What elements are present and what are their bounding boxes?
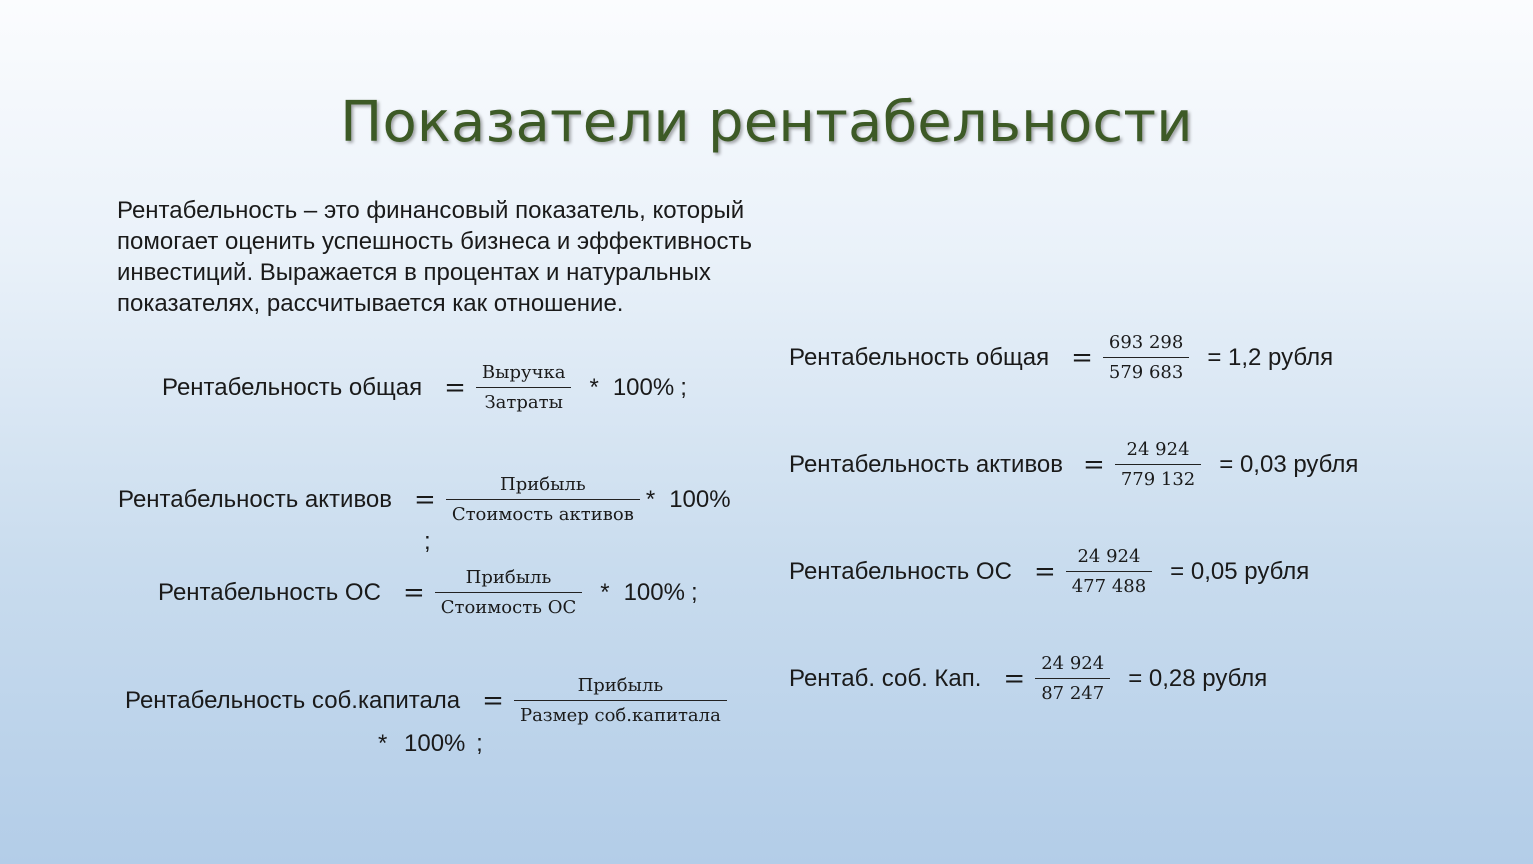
formula-os — [158, 567, 698, 619]
calc-os-label: Рентабельность ОС — [789, 558, 1012, 585]
semicolon: ; — [680, 374, 687, 401]
fraction — [476, 362, 572, 414]
fraction — [435, 567, 583, 619]
percent-factor: 100% — [623, 579, 685, 606]
slide-title: Показатели рентабельности — [340, 90, 1193, 155]
fraction-numerator: 24 924 — [1035, 653, 1110, 679]
fraction — [514, 675, 727, 727]
calc-result: = 0,28 рубля — [1128, 665, 1268, 692]
equals-sign: = — [1071, 343, 1093, 373]
fraction-denominator: Стоимость активов — [451, 504, 634, 525]
formula-assets-label: Рентабельность активов — [118, 486, 393, 513]
multiply-sign: * — [600, 579, 610, 606]
formula-assets — [118, 474, 731, 526]
semicolon: ; — [424, 528, 431, 555]
fraction-numerator: 24 924 — [1115, 439, 1201, 465]
percent-factor: 100% — [612, 374, 675, 401]
fraction-denominator: Размер соб.капитала — [519, 705, 721, 726]
calc-general — [789, 332, 1333, 384]
fraction-numerator: Прибыль — [435, 567, 583, 593]
fraction — [1115, 439, 1201, 491]
fraction-denominator: Затраты — [484, 392, 563, 413]
equals-sign: = — [1083, 450, 1105, 480]
formula-equity — [125, 675, 727, 727]
calc-result: = 1,2 рубля — [1207, 344, 1334, 371]
equals-sign: = — [414, 485, 436, 515]
fraction-numerator: Прибыль — [514, 675, 727, 701]
fraction-numerator: 24 924 — [1066, 546, 1152, 572]
formula-general-label: Рентабельность общая — [162, 374, 423, 401]
fraction — [1103, 332, 1189, 384]
calc-result: = 0,03 рубля — [1219, 451, 1359, 478]
fraction — [446, 474, 640, 526]
intro-paragraph: Рентабельность – это финансовый показатель, который помогает оценить успешность бизнеса и эффективность инвестиций. Выражается в процентах и натуральных показателях, рассчитывается как отношение. — [117, 197, 753, 317]
calc-assets — [789, 439, 1358, 491]
fraction-denominator: 87 247 — [1041, 683, 1105, 704]
percent-factor: 100% — [404, 730, 466, 757]
calc-equity — [789, 653, 1267, 705]
fraction-denominator: Стоимость ОС — [440, 597, 577, 618]
formula-equity-label: Рентабельность соб.капитала — [125, 687, 461, 714]
fraction-numerator: Прибыль — [446, 474, 640, 500]
fraction — [1035, 653, 1110, 705]
calc-result: = 0,05 рубля — [1170, 558, 1310, 585]
multiply-sign: * — [589, 374, 599, 401]
fraction — [1066, 546, 1152, 598]
equals-sign: = — [402, 578, 425, 608]
equals-sign: = — [1033, 557, 1056, 587]
multiply-sign: * — [378, 730, 388, 757]
percent-factor: 100% — [669, 486, 731, 513]
fraction-denominator: 779 132 — [1120, 469, 1196, 490]
formula-equity-continuation — [378, 730, 483, 758]
multiply-sign: * — [645, 486, 656, 513]
formula-general — [162, 362, 687, 414]
calc-os — [789, 546, 1309, 598]
formula-os-label: Рентабельность ОС — [158, 579, 381, 606]
equals-sign: = — [482, 686, 504, 716]
semicolon: ; — [476, 730, 483, 757]
calc-general-label: Рентабельность общая — [789, 344, 1050, 371]
fraction-denominator: 477 488 — [1071, 576, 1147, 597]
calc-equity-label: Рентаб. соб. Кап. — [789, 665, 982, 692]
semicolon: ; — [690, 579, 698, 606]
calc-assets-label: Рентабельность активов — [789, 451, 1064, 478]
equals-sign: = — [1003, 664, 1026, 694]
fraction-denominator: 579 683 — [1108, 362, 1184, 383]
fraction-numerator: 693 298 — [1103, 332, 1189, 358]
fraction-numerator: Выручка — [476, 362, 572, 388]
equals-sign: = — [444, 373, 466, 403]
